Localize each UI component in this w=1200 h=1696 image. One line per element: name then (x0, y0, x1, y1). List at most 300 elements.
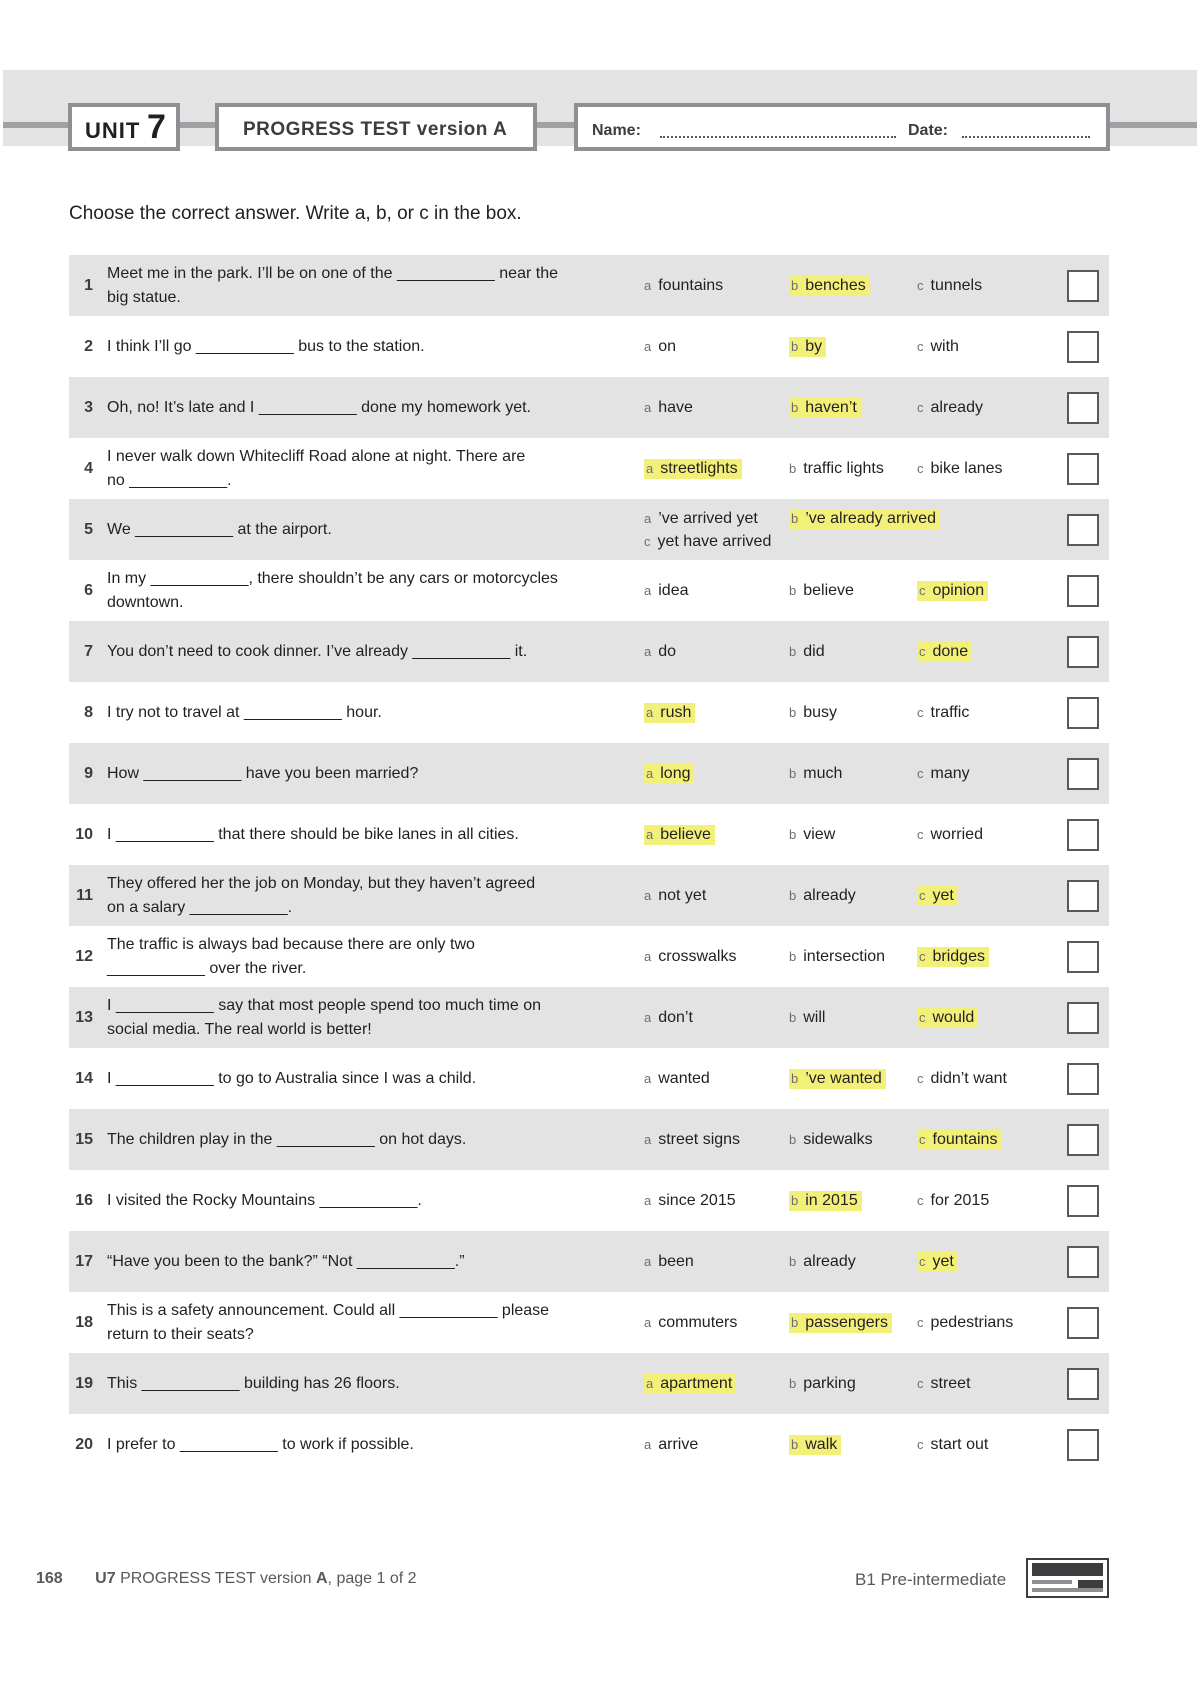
question-line: We ___________ at the airport. (107, 520, 332, 538)
question-text (107, 499, 697, 560)
option-c (917, 1170, 989, 1231)
option-c (917, 1231, 958, 1292)
option-text: did (803, 642, 825, 660)
option-c (917, 865, 958, 926)
question-text (107, 926, 697, 987)
option-letter: b (789, 948, 797, 964)
option-letter: b (789, 1131, 797, 1147)
option-letter: a (644, 1253, 652, 1269)
option-letter: a (644, 510, 652, 526)
question-number: 7 (84, 642, 93, 660)
option-letter: b (789, 643, 797, 659)
option-b (789, 438, 884, 499)
option-text: already (803, 886, 856, 904)
option-a (644, 1231, 694, 1292)
option-letter: c (917, 1070, 924, 1086)
option-b (789, 1292, 892, 1353)
option-a (644, 1109, 740, 1170)
option-letter: a (644, 277, 652, 293)
question-line: “Have you been to the bank?” “Not ___________.” (107, 1252, 465, 1270)
option-text: streetlights (660, 459, 738, 477)
option-text: commuters (658, 1313, 738, 1331)
option-letter: a (644, 948, 652, 964)
option-letter: a (644, 338, 652, 354)
answer-box[interactable] (1067, 514, 1099, 546)
option-text: didn’t want (930, 1069, 1007, 1087)
option-c (917, 438, 1003, 499)
question-number: 13 (75, 1008, 93, 1026)
unit-label: UNIT (85, 118, 141, 143)
option-a (644, 987, 693, 1048)
option-c (917, 316, 959, 377)
option-letter: b (791, 277, 799, 293)
option-a (644, 1170, 736, 1231)
question-number: 15 (75, 1130, 93, 1148)
question-line: Meet me in the park. I’ll be on one of the ___________ near the (107, 264, 558, 282)
option-text: opinion (932, 581, 985, 599)
option-text: already (803, 1252, 856, 1270)
option-text: already (930, 398, 983, 416)
question-row (69, 1353, 1109, 1414)
option-letter: c (917, 277, 924, 293)
question-text (107, 1048, 697, 1109)
option-letter: a (644, 887, 652, 903)
option-text: done (932, 642, 969, 660)
name-date-box (574, 103, 1110, 151)
option-a (644, 743, 694, 804)
question-line: I think I’ll go ___________ bus to the station. (107, 337, 425, 355)
option-text: arrive (658, 1435, 699, 1453)
option-text: by (805, 337, 823, 355)
option-text: ’ve already arrived (805, 509, 936, 527)
question-text (107, 1414, 697, 1475)
option-a (644, 255, 723, 316)
question-number: 12 (75, 947, 93, 965)
option-a (644, 926, 736, 987)
option-b (789, 316, 826, 377)
question-row (69, 1414, 1109, 1475)
question-line: How ___________ have you been married? (107, 764, 419, 782)
answer-box[interactable] (1067, 636, 1099, 668)
option-text: ’ve wanted (805, 1069, 882, 1087)
option-a (644, 682, 695, 743)
option-text: been (658, 1252, 694, 1270)
option-text: start out (930, 1435, 989, 1453)
option-text: fountains (658, 276, 724, 294)
option-b (789, 1414, 841, 1475)
option-c (917, 1414, 988, 1475)
option-c (917, 255, 982, 316)
option-c (917, 377, 983, 438)
question-text (107, 987, 697, 1048)
question-text (107, 1353, 697, 1414)
question-line: on a salary ___________. (107, 898, 293, 916)
option-letter: b (789, 887, 797, 903)
question-row (69, 316, 1109, 377)
option-text: worried (930, 825, 983, 843)
date-field[interactable] (962, 136, 1090, 138)
option-c (917, 743, 970, 804)
option-text: ’ve arrived yet (658, 509, 758, 527)
option-letter: c (917, 704, 924, 720)
question-line: social media. The real world is better! (107, 1020, 372, 1038)
question-line: ___________ over the river. (107, 959, 307, 977)
question-line: They offered her the job on Monday, but they haven’t agreed (107, 874, 536, 892)
page-number: 168 (36, 1570, 63, 1587)
question-text (107, 1231, 697, 1292)
option-letter: a (644, 1436, 652, 1452)
option-c (644, 527, 771, 557)
question-number: 16 (75, 1191, 93, 1209)
question-line: The traffic is always bad because there are only two (107, 935, 475, 953)
option-b (789, 804, 835, 865)
question-row (69, 1292, 1109, 1353)
option-letter: a (644, 1192, 652, 1208)
option-text: don’t (658, 1008, 693, 1026)
option-letter: c (917, 826, 924, 842)
question-text (107, 377, 697, 438)
option-letter: a (646, 765, 654, 781)
option-c (917, 804, 983, 865)
option-letter: a (644, 1070, 652, 1086)
option-b (789, 1048, 886, 1109)
question-row (69, 743, 1109, 804)
question-list (69, 255, 1109, 1475)
option-text: yet have arrived (657, 533, 772, 550)
question-row (69, 1109, 1109, 1170)
question-line: Oh, no! It’s late and I ___________ done my homework yet. (107, 398, 531, 416)
question-number: 20 (75, 1435, 93, 1453)
answer-box[interactable] (1067, 819, 1099, 851)
option-letter: c (917, 765, 924, 781)
question-line: The children play in the ___________ on hot days. (107, 1130, 467, 1148)
option-letter: b (789, 1253, 797, 1269)
option-text: traffic (930, 703, 970, 721)
option-letter: b (789, 704, 797, 720)
footer-version: A (315, 1570, 328, 1587)
question-row (69, 865, 1109, 926)
answer-box[interactable] (1067, 880, 1099, 912)
answer-box[interactable] (1067, 941, 1099, 973)
option-letter: b (789, 582, 797, 598)
option-text: fountains (932, 1130, 998, 1148)
option-letter: a (644, 1314, 652, 1330)
option-letter: b (789, 826, 797, 842)
question-line: I visited the Rocky Mountains ___________. (107, 1191, 422, 1209)
name-field[interactable] (660, 136, 896, 138)
answer-box[interactable] (1067, 331, 1099, 363)
question-number: 14 (75, 1069, 93, 1087)
option-b (789, 501, 940, 536)
option-letter: c (644, 534, 651, 549)
option-text: many (930, 764, 970, 782)
name-label: Name: (592, 122, 641, 139)
level-label: B1 Pre-intermediate (855, 1570, 1007, 1589)
question-row (69, 1170, 1109, 1231)
question-row (69, 1048, 1109, 1109)
answer-box[interactable] (1067, 697, 1099, 729)
option-b (789, 1109, 873, 1170)
option-letter: b (789, 1009, 797, 1025)
option-text: intersection (803, 947, 886, 965)
option-letter: b (789, 460, 797, 476)
question-line: You don’t need to cook dinner. I’ve already ___________ it. (107, 642, 528, 660)
option-c (917, 560, 988, 621)
option-b (789, 1353, 856, 1414)
option-letter: a (644, 1009, 652, 1025)
option-text: for 2015 (930, 1191, 990, 1209)
option-letter: a (646, 704, 654, 720)
option-c (917, 926, 989, 987)
option-letter: b (791, 510, 799, 526)
option-text: with (930, 337, 959, 355)
answer-box[interactable] (1067, 1185, 1099, 1217)
option-a (644, 1292, 737, 1353)
answer-box[interactable] (1067, 1368, 1099, 1400)
option-text: bridges (932, 947, 985, 965)
option-a (644, 804, 715, 865)
option-text: have (658, 398, 693, 416)
option-text: long (660, 764, 691, 782)
option-text: do (658, 642, 677, 660)
question-number: 18 (75, 1313, 93, 1331)
option-b (789, 926, 885, 987)
option-a (644, 377, 693, 438)
option-text: benches (805, 276, 866, 294)
question-line: no ___________. (107, 471, 232, 489)
answer-box[interactable] (1067, 575, 1099, 607)
option-c (917, 987, 978, 1048)
option-letter: a (644, 582, 652, 598)
option-letter: b (791, 1436, 799, 1452)
option-text: street (930, 1374, 971, 1392)
option-b (789, 743, 842, 804)
question-number: 4 (84, 459, 93, 477)
option-letter: a (646, 826, 654, 842)
option-text: since 2015 (658, 1191, 736, 1209)
option-letter: a (644, 399, 652, 415)
question-text (107, 438, 697, 499)
answer-box[interactable] (1067, 1429, 1099, 1461)
answer-box[interactable] (1067, 392, 1099, 424)
option-text: parking (803, 1374, 856, 1392)
option-letter: c (917, 1192, 924, 1208)
option-b (789, 865, 856, 926)
option-letter: b (789, 765, 797, 781)
option-letter: c (917, 399, 924, 415)
question-row (69, 1231, 1109, 1292)
option-text: yet (932, 886, 954, 904)
option-letter: c (917, 460, 924, 476)
question-text (107, 316, 697, 377)
option-a (644, 1414, 698, 1475)
option-text: idea (658, 581, 689, 599)
question-line: In my ___________, there shouldn’t be any cars or motorcycles (107, 569, 558, 587)
answer-box[interactable] (1067, 453, 1099, 485)
option-b (789, 621, 825, 682)
question-line: I prefer to ___________ to work if possible. (107, 1435, 414, 1453)
option-text: pedestrians (930, 1313, 1014, 1331)
option-text: wanted (658, 1069, 710, 1087)
answer-box[interactable] (1067, 1063, 1099, 1095)
question-number: 2 (84, 337, 93, 355)
question-text (107, 743, 697, 804)
option-text: will (803, 1008, 826, 1026)
option-c (917, 682, 969, 743)
option-text: view (803, 825, 836, 843)
option-text: yet (932, 1252, 954, 1270)
option-letter: c (919, 1253, 926, 1269)
option-text: street signs (658, 1130, 741, 1148)
option-a (644, 1353, 736, 1414)
option-c (917, 1109, 1001, 1170)
option-letter: c (917, 338, 924, 354)
question-line: I never walk down Whitecliff Road alone at night. There are (107, 447, 526, 465)
option-a (644, 621, 676, 682)
option-text: much (803, 764, 843, 782)
option-letter: a (646, 460, 654, 476)
answer-box[interactable] (1067, 1246, 1099, 1278)
question-text (107, 865, 697, 926)
option-b (789, 682, 837, 743)
answer-box[interactable] (1067, 270, 1099, 302)
option-text: walk (805, 1435, 838, 1453)
question-line: I try not to travel at ___________ hour. (107, 703, 382, 721)
answer-box[interactable] (1067, 1124, 1099, 1156)
question-row (69, 560, 1109, 621)
question-number: 6 (84, 581, 93, 599)
footer (36, 1570, 417, 1588)
option-c (917, 1048, 1007, 1109)
option-a (644, 316, 676, 377)
question-text (107, 1170, 697, 1231)
footer-text: PROGRESS TEST version (120, 1570, 312, 1587)
option-letter: c (919, 582, 926, 598)
question-number: 5 (84, 520, 93, 538)
option-text: traffic lights (803, 459, 884, 477)
option-text: apartment (660, 1374, 733, 1392)
option-text: busy (803, 703, 838, 721)
question-text (107, 1109, 697, 1170)
option-c (917, 1353, 971, 1414)
question-number: 17 (75, 1252, 93, 1270)
option-letter: b (791, 399, 799, 415)
footer-code: U7 (95, 1570, 116, 1587)
option-text: in 2015 (805, 1191, 858, 1209)
option-letter: b (791, 1070, 799, 1086)
option-text: tunnels (930, 276, 983, 294)
option-b (789, 1231, 856, 1292)
option-b (789, 255, 870, 316)
option-letter: c (919, 887, 926, 903)
question-text (107, 560, 697, 621)
option-text: sidewalks (803, 1130, 873, 1148)
question-line: big statue. (107, 288, 181, 306)
question-row (69, 926, 1109, 987)
option-letter: c (919, 948, 926, 964)
option-text: haven’t (805, 398, 857, 416)
question-line: I ___________ that there should be bike lanes in all cities. (107, 825, 519, 843)
question-row (69, 377, 1109, 438)
option-text: on (658, 337, 677, 355)
option-text: passengers (805, 1313, 888, 1331)
question-number: 8 (84, 703, 93, 721)
option-c (917, 1292, 1013, 1353)
question-number: 19 (75, 1374, 93, 1392)
test-title-box (215, 103, 537, 151)
option-letter: c (919, 1009, 926, 1025)
question-number: 10 (75, 825, 93, 843)
option-a (644, 560, 688, 621)
option-letter: a (644, 643, 652, 659)
option-letter: a (644, 1131, 652, 1147)
question-row (69, 621, 1109, 682)
option-letter: c (917, 1436, 924, 1452)
answer-box[interactable] (1067, 1002, 1099, 1034)
question-row (69, 682, 1109, 743)
option-b (789, 377, 861, 438)
answer-box[interactable] (1067, 1307, 1099, 1339)
question-row (69, 987, 1109, 1048)
option-c (917, 621, 972, 682)
question-number: 11 (76, 886, 93, 904)
question-row (69, 499, 1109, 560)
question-text (107, 1292, 697, 1353)
option-a (644, 438, 742, 499)
option-letter: c (917, 1375, 924, 1391)
option-text: bike lanes (930, 459, 1003, 477)
option-text: would (932, 1008, 975, 1026)
test-title: PROGRESS TEST version A (243, 119, 508, 140)
footer-page-info: , page 1 of 2 (327, 1570, 417, 1587)
question-line: This is a safety announcement. Could all ___________ please (107, 1301, 550, 1319)
instruction: Choose the correct answer. Write a, b, or c in the box. (69, 203, 522, 224)
question-row (69, 438, 1109, 499)
personal-best-logo (1026, 1558, 1109, 1598)
option-b (789, 560, 854, 621)
option-text: believe (803, 581, 854, 599)
option-b (789, 1170, 862, 1231)
question-text (107, 682, 697, 743)
question-row (69, 255, 1109, 316)
unit-badge (68, 103, 180, 151)
option-b (789, 987, 825, 1048)
option-letter: b (791, 1314, 799, 1330)
question-line: downtown. (107, 593, 184, 611)
question-line: I ___________ say that most people spend too much time on (107, 996, 542, 1014)
question-text (107, 255, 697, 316)
question-text (107, 621, 697, 682)
option-letter: b (791, 1192, 799, 1208)
question-number: 3 (84, 398, 93, 416)
question-row (69, 804, 1109, 865)
option-text: crosswalks (658, 947, 737, 965)
option-letter: c (917, 1314, 924, 1330)
question-line: This ___________ building has 26 floors. (107, 1374, 400, 1392)
option-letter: b (789, 1375, 797, 1391)
option-a (644, 1048, 710, 1109)
question-line: I ___________ to go to Australia since I was a child. (107, 1069, 477, 1087)
question-number: 9 (84, 764, 93, 782)
date-label: Date: (908, 122, 949, 139)
option-a (644, 865, 706, 926)
answer-box[interactable] (1067, 758, 1099, 790)
question-text (107, 804, 697, 865)
option-letter: c (919, 1131, 926, 1147)
option-letter: c (919, 643, 926, 659)
unit-number: 7 (147, 108, 166, 146)
option-text: rush (660, 703, 692, 721)
